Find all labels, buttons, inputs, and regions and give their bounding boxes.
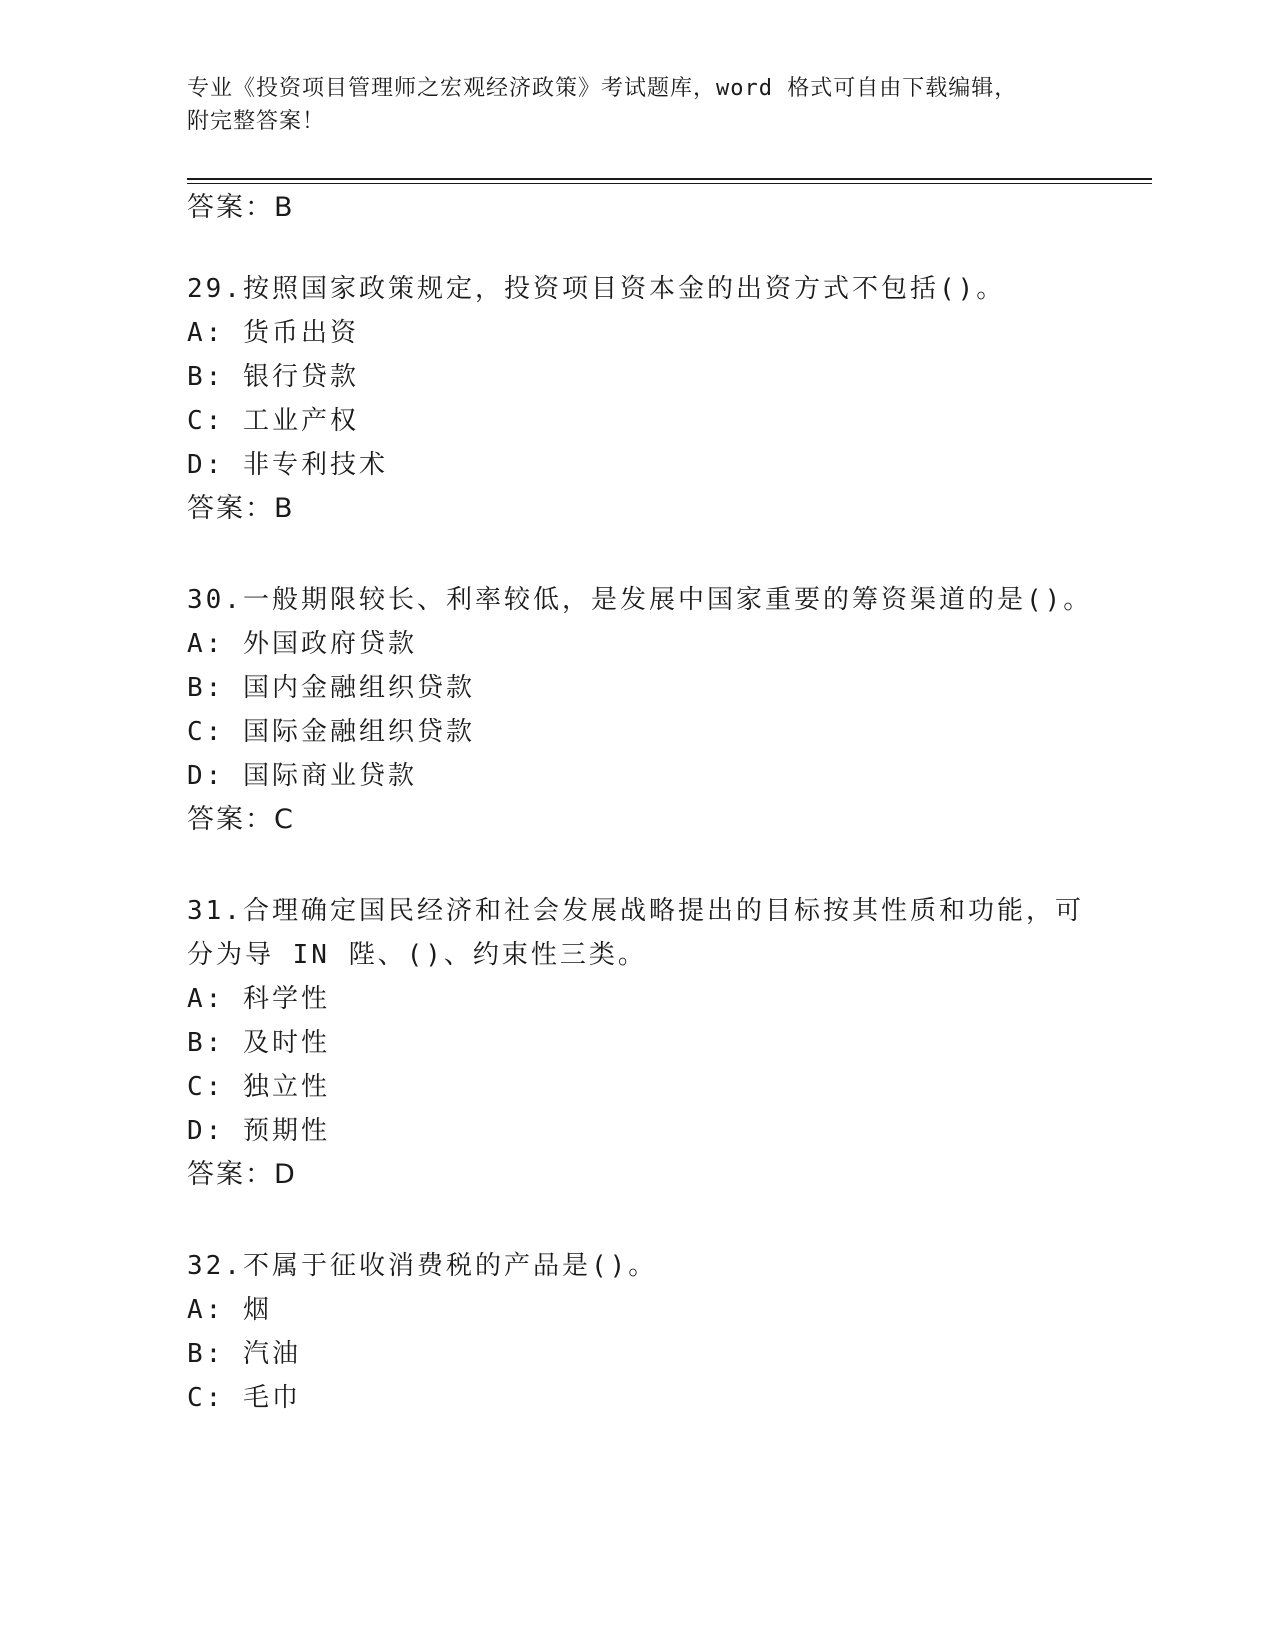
option-d: D: 国际商业贷款 xyxy=(187,761,417,791)
question-stem-30: 30.一般期限较长、利率较低，是发展中国家重要的筹资渠道的是()。 xyxy=(187,585,1093,615)
option-b: B: 银行贷款 xyxy=(187,362,359,392)
question-stem-31-cont: 分为导 IN 陛、()、约束性三类。 xyxy=(187,940,647,970)
option-a: A: 科学性 xyxy=(187,984,330,1014)
option-b: B: 国内金融组织贷款 xyxy=(187,673,475,703)
question-stem-31: 31.合理确定国民经济和社会发展战略提出的目标按其性质和功能，可 xyxy=(187,896,1084,926)
answer-line: 答案：B xyxy=(187,192,295,223)
option-c: C: 毛巾 xyxy=(187,1383,301,1413)
answer-line: 答案：B xyxy=(187,493,295,524)
option-c: C: 独立性 xyxy=(187,1072,330,1102)
option-a: A: 货币出资 xyxy=(187,318,359,348)
question-stem-32: 32.不属于征收消费税的产品是()。 xyxy=(187,1251,658,1281)
option-b: B: 汽油 xyxy=(187,1339,301,1369)
option-a: A: 烟 xyxy=(187,1295,272,1325)
option-d: D: 非专利技术 xyxy=(187,450,388,480)
header-divider-thin xyxy=(187,183,1152,184)
question-stem-29: 29.按照国家政策规定，投资项目资本金的出资方式不包括()。 xyxy=(187,274,1006,304)
document-header xyxy=(187,72,1067,138)
header-divider-thick xyxy=(187,178,1152,180)
header-line-2: 附完整答案！ xyxy=(187,109,326,134)
answer-line: 答案：D xyxy=(187,1159,297,1190)
option-c: C: 工业产权 xyxy=(187,406,359,436)
option-b: B: 及时性 xyxy=(187,1028,330,1058)
answer-line: 答案：C xyxy=(187,804,295,835)
option-d: D: 预期性 xyxy=(187,1116,330,1146)
header-line-1: 专业《投资项目管理师之宏观经济政策》考试题库，word 格式可自由下载编辑， xyxy=(187,76,1018,101)
option-c: C: 国际金融组织贷款 xyxy=(187,717,475,747)
option-a: A: 外国政府贷款 xyxy=(187,629,417,659)
